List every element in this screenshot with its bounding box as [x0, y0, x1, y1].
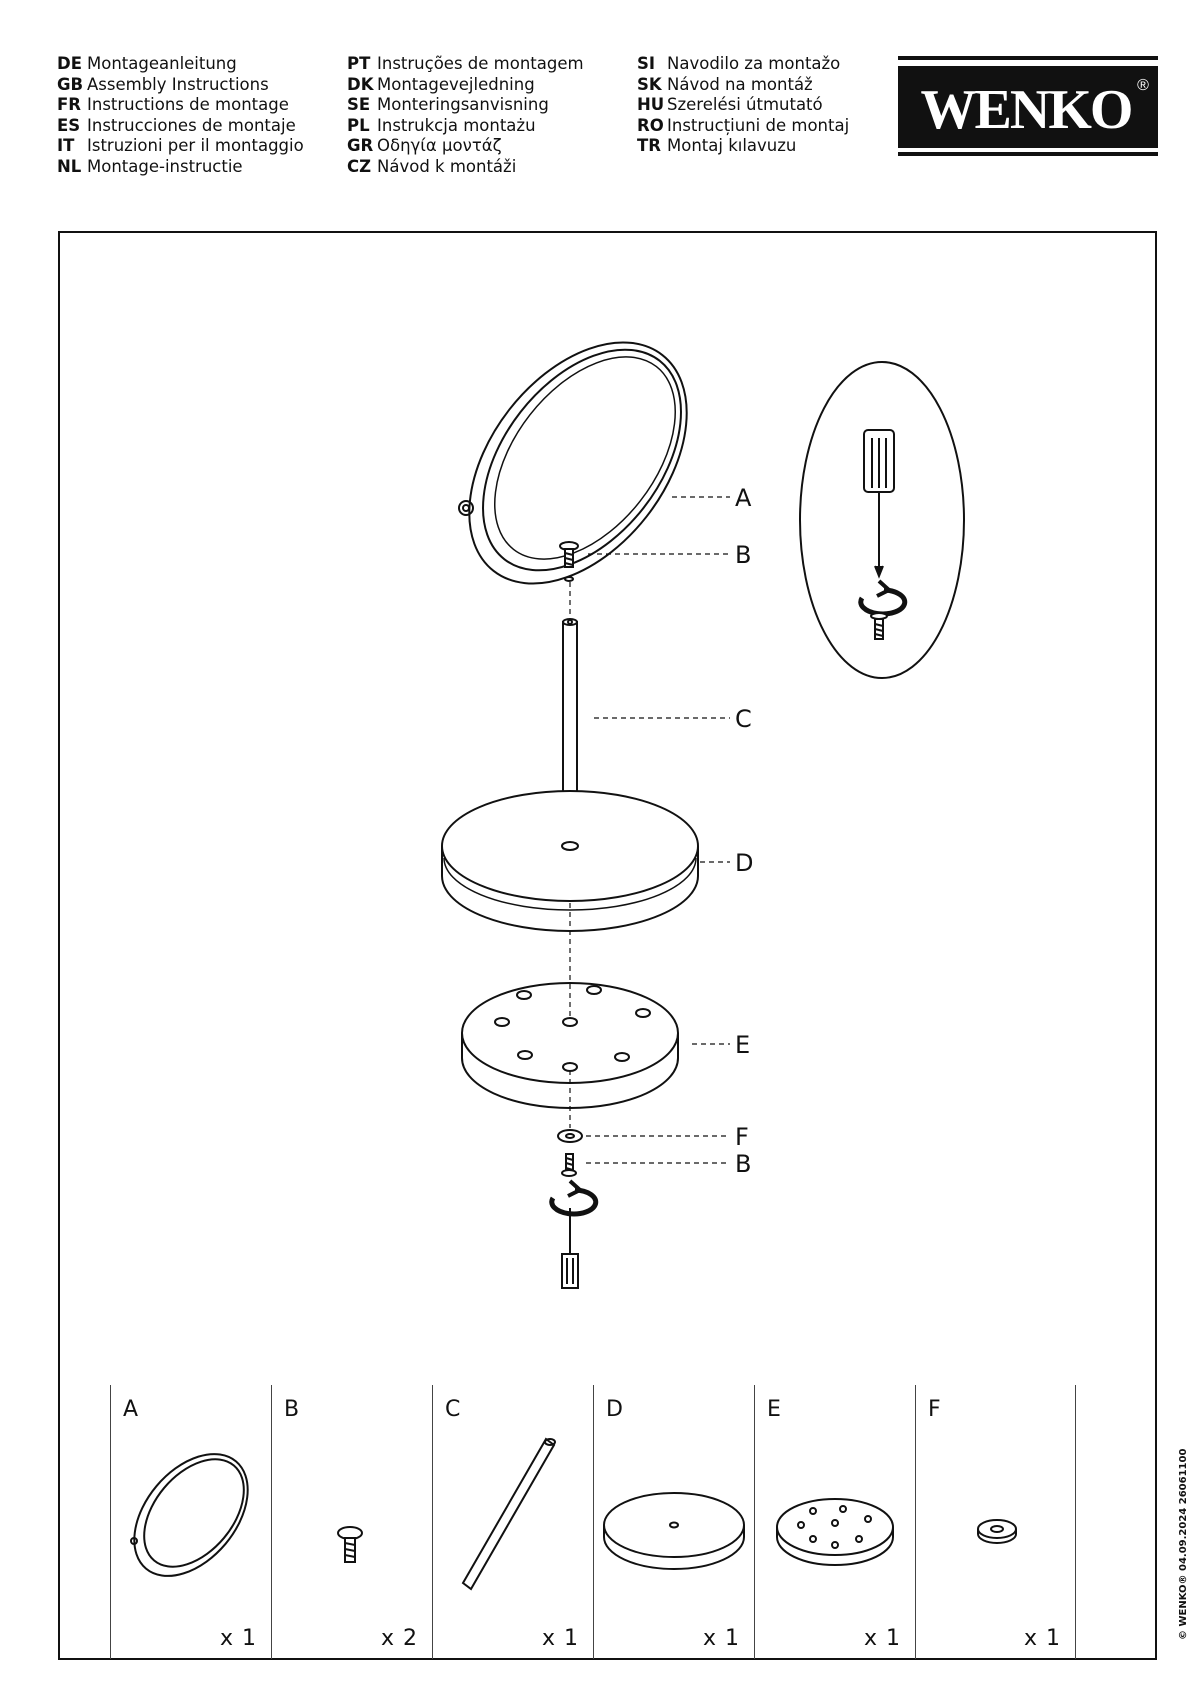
part-cell-f [915, 1385, 1076, 1659]
base-plate-part-d [442, 791, 698, 931]
part-letter: D [606, 1397, 623, 1422]
language-code: RO [637, 115, 664, 135]
washer-part-f [558, 1130, 582, 1142]
base-pad-icon [755, 1415, 916, 1615]
part-qty: x 1 [219, 1626, 257, 1651]
brand-name: WENKO [920, 79, 1132, 141]
screw-icon [272, 1415, 433, 1615]
language-code: SE [347, 95, 371, 115]
language-code: ES [57, 115, 81, 135]
language-code: DK [347, 74, 374, 94]
language-title: Instrukcja montażu [377, 115, 536, 135]
label-c: C [735, 705, 752, 733]
language-title: Assembly Instructions [87, 74, 269, 94]
screw-b-bottom [562, 1154, 576, 1176]
language-code: NL [57, 156, 82, 176]
label-d: D [735, 849, 754, 877]
language-title: Navodilo za montažo [667, 54, 841, 73]
language-title: Istruzioni per il montaggio [87, 136, 304, 156]
detail-inset [800, 362, 964, 678]
language-code: HU [637, 95, 665, 115]
part-qty: x 1 [863, 1626, 901, 1651]
part-cell-e [754, 1385, 915, 1659]
part-qty: x 1 [541, 1626, 579, 1651]
part-qty: x 2 [380, 1626, 418, 1651]
part-letter: C [445, 1397, 461, 1422]
language-title: Návod k montáži [377, 156, 517, 176]
language-code: SK [637, 74, 662, 94]
language-code: SI [637, 54, 656, 73]
language-title: Οδηγία μοντάζ [377, 136, 502, 156]
language-title: Instructions de montage [87, 95, 289, 115]
part-cell-d [593, 1385, 754, 1659]
language-code: DE [57, 54, 82, 73]
language-code: GB [57, 74, 84, 94]
label-e: E [735, 1031, 751, 1059]
part-cell-c [432, 1385, 593, 1659]
registered-mark: ® [1137, 77, 1149, 94]
language-title: Montaj kılavuzu [667, 136, 797, 156]
label-b-bottom: B [735, 1150, 752, 1178]
language-title: Monteringsanvisning [377, 95, 549, 115]
screwdriver-icon-bottom [562, 1208, 578, 1288]
language-title: Instrucțiuni de montaj [667, 115, 850, 135]
part-cell-a [110, 1385, 271, 1659]
part-qty: x 1 [1023, 1626, 1061, 1651]
rod-icon [433, 1415, 594, 1615]
label-b-top: B [735, 541, 752, 569]
language-title: Montage-instructie [87, 156, 243, 176]
parts-list [110, 1385, 1077, 1659]
language-code: CZ [347, 156, 372, 176]
washer-icon [916, 1415, 1077, 1615]
rotation-arrow-icon [552, 1181, 596, 1214]
language-title: Szerelési útmutató [667, 95, 823, 115]
footer-copyright: © WENKO® 04.09.2024 26061100 [1178, 1448, 1189, 1640]
language-title: Instruções de montagem [377, 54, 584, 73]
language-code: IT [57, 136, 75, 156]
label-f: F [735, 1123, 749, 1151]
language-code: PT [347, 54, 371, 73]
language-title: Montageanleitung [87, 54, 237, 73]
part-qty: x 1 [702, 1626, 740, 1651]
part-letter: B [284, 1397, 300, 1422]
language-title: Instrucciones de montaje [87, 115, 296, 135]
part-letter: E [767, 1397, 781, 1422]
base-plate-icon [594, 1415, 755, 1615]
part-letter: F [928, 1397, 941, 1422]
mirror-part-a [425, 301, 731, 624]
mirror-icon [111, 1415, 272, 1615]
language-title: Montagevejledning [377, 74, 535, 94]
language-title: Návod na montáž [667, 74, 813, 94]
part-letter: A [123, 1397, 139, 1422]
language-code: FR [57, 95, 81, 115]
language-code: GR [347, 136, 374, 156]
language-code: PL [347, 115, 370, 135]
part-cell-b [271, 1385, 432, 1659]
language-code: TR [637, 136, 661, 156]
label-a: A [735, 484, 752, 512]
